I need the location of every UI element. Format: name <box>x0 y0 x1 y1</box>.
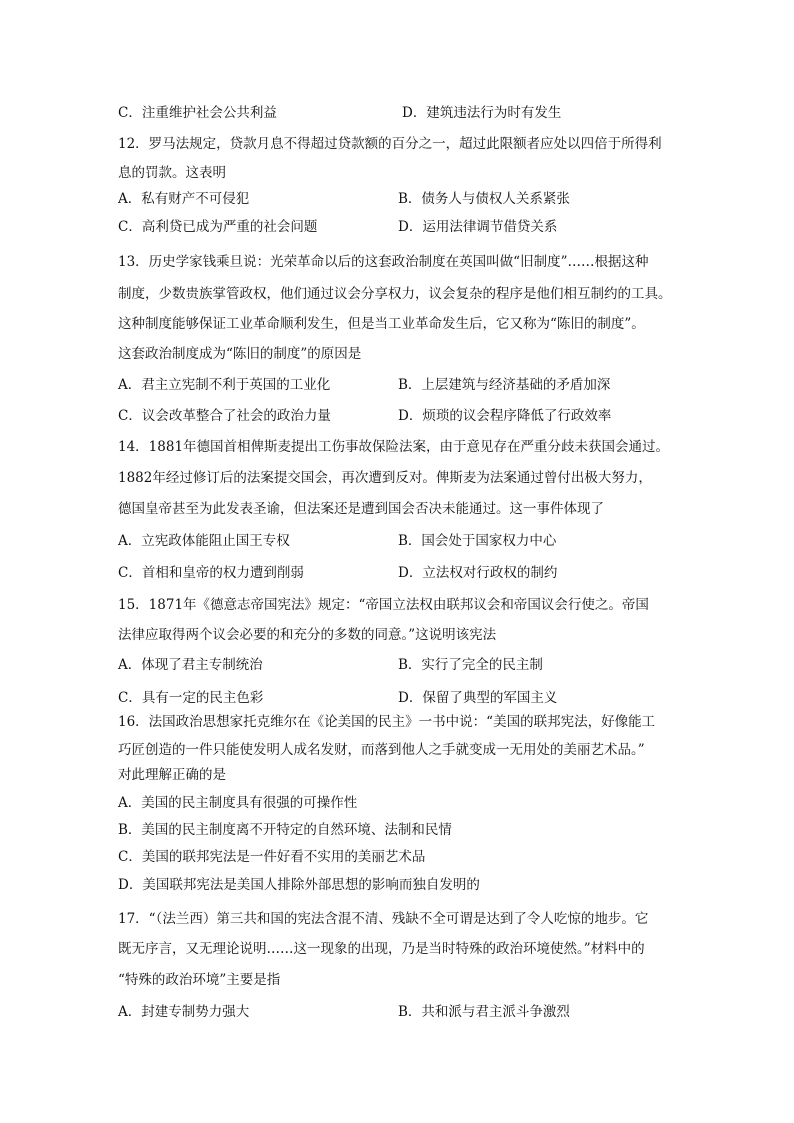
q17-option-a: A．封建专制势力强大 <box>118 1004 250 1020</box>
q15-stem-line1: 15．1871年《德意志帝国宪法》规定：“帝国立法权由联邦议会和帝国议会行使之。帝国 <box>118 597 649 613</box>
q12-option-b: B．债务人与债权人关系紧张 <box>398 191 570 207</box>
q16-option-d: D．美国联邦宪法是美国人排除外部思想的影响而独自发明的 <box>118 877 480 893</box>
q13-stem-line1: 13．历史学家钱乘旦说：光荣革命以后的这套政治制度在英国叫做“旧制度”……根据这种 <box>118 254 649 270</box>
q12-option-a: A．私有财产不可侵犯 <box>118 191 250 207</box>
q16-stem-line2: 巧匠创造的一件只能使发明人成名发财，而落到他人之手就变成一无用处的美丽艺术品。” <box>118 742 645 758</box>
q15-option-d: D．保留了典型的军国主义 <box>398 690 558 706</box>
q14-option-d: D．立法权对行政权的制约 <box>398 565 558 581</box>
q17-stem-line2: 既无序言，又无理论说明……这一现象的出现，乃是当时特殊的政治环境使然。”材料中的 <box>118 941 645 957</box>
q16-stem-line3: 对此理解正确的是 <box>118 767 226 783</box>
q15-option-b: B．实行了完全的民主制 <box>398 657 543 673</box>
q14-stem-line2: 1882年经过修订后的法案提交国会，再次遭到反对。俾斯麦为法案通过曾付出极大努力， <box>118 470 652 486</box>
q13-stem-line4: 这套政治制度成为“陈旧的制度”的原因是 <box>118 346 362 362</box>
q16-option-c: C．美国的联邦宪法是一件好看不实用的美丽艺术品 <box>118 849 426 865</box>
q13-stem-line3: 这种制度能够保证工业革命顺利发生，但是当工业革命发生后，它又称为“陈旧的制度”。 <box>118 316 645 332</box>
q16-option-a: A．美国的民主制度具有很强的可操作性 <box>118 795 358 811</box>
q17-option-b: B．共和派与君主派斗争激烈 <box>398 1004 570 1020</box>
q17-stem-line3: “特殊的政治环境”主要是指 <box>118 972 281 988</box>
q14-option-c: C．首相和皇帝的权力遭到削弱 <box>118 565 304 581</box>
q12-option-c: C．高利贷已成为严重的社会问题 <box>118 219 318 235</box>
q14-option-a: A．立宪政体能阻止国王专权 <box>118 533 290 549</box>
q11-option-c: C．注重维护社会公共利益 <box>118 105 277 121</box>
q13-option-a: A．君主立宪制不利于英国的工业化 <box>118 377 331 393</box>
q16-stem-line1: 16．法国政治思想家托克维尔在《论美国的民主》一书中说：“美国的联邦宪法，好像能工 <box>118 714 656 730</box>
q12-option-d: D．运用法律调节借贷关系 <box>398 219 558 235</box>
q13-option-d: D．烦琐的议会程序降低了行政效率 <box>398 408 612 424</box>
q11-option-d: D．建筑违法行为时有发生 <box>402 105 562 121</box>
q13-option-c: C．议会改革整合了社会的政治力量 <box>118 408 331 424</box>
q12-stem-line2: 息的罚款。这表明 <box>118 165 226 181</box>
q13-option-b: B．上层建筑与经济基础的矛盾加深 <box>398 377 611 393</box>
q13-stem-line2: 制度，少数贵族掌管政权，他们通过议会分享权力，议会复杂的程序是他们相互制约的工具。 <box>118 286 672 302</box>
q15-option-a: A．体现了君主专制统治 <box>118 657 263 673</box>
q14-stem-line1: 14．1881年德国首相俾斯麦提出工伤事故保险法案，由于意见存在严重分歧未获国会通过。 <box>118 439 670 455</box>
q14-option-b: B．国会处于国家权力中心 <box>398 533 557 549</box>
q16-option-b: B．美国的民主制度离不开特定的自然环境、法制和民情 <box>118 822 452 838</box>
q12-stem-line1: 12．罗马法规定，贷款月息不得超过贷款额的百分之一，超过此限额者应处以四倍于所得利 <box>118 136 662 152</box>
q15-stem-line2: 法律应取得两个议会必要的和充分的多数的同意。”这说明该宪法 <box>118 627 497 643</box>
q17-stem-line1: 17．“（法兰西）第三共和国的宪法含混不清、残缺不全可谓是达到了令人吃惊的地步。它 <box>118 911 649 927</box>
q14-stem-line3: 德国皇帝甚至为此发表圣谕，但法案还是遭到国会否决未能通过。这一事件体现了 <box>118 501 604 517</box>
q15-option-c: C．具有一定的民主色彩 <box>118 690 264 706</box>
